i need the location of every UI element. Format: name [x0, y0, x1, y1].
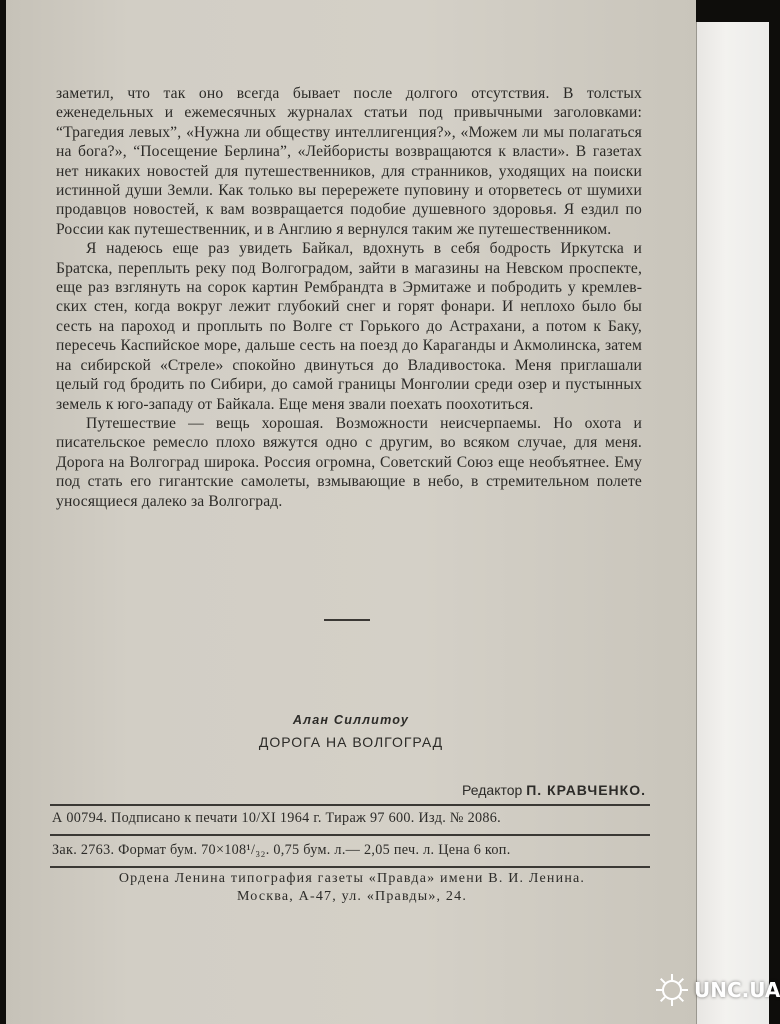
book-title: ДОРОГА НА ВОЛГОГРАД	[258, 734, 444, 750]
imprint-rule-middle	[50, 834, 650, 836]
watermark-text: UNC.UA	[694, 978, 780, 1002]
body-text	[56, 84, 642, 511]
book-page	[6, 0, 696, 1024]
watermark	[654, 968, 780, 1012]
paragraph-1: заметил, что так оно всегда бывает после долгого отсутствия. В толстых еженедельных и ежемесячных журналах статьи под привычными заголовками: “Трагедия левых”, «Нужна ли обществу интеллигенция?», «Можем ли мы полагаться на бога?», “Посещение Берлина”, «Лейбористы возвращаются к власти». В газетах нет никаких новостей для путешественников, для странников, уходящих на поиски истинной души Земли. Как только вы перережете пуповину и оторветесь от шумихи продавцов новостей, к вам возвращается подобие душевного здоровья. Я ездил по России как путешественник, и в Англию я вернулся таким же путешественником.	[56, 85, 642, 238]
watermark-logo-icon	[654, 972, 690, 1008]
imprint-line-3: Ордена Ленина типография газеты «Правда» имени В. И. Ленина.	[118, 871, 586, 886]
imprint-line-2: Зак. 2763. Формат бум. 70×108¹/₃₂. 0,75 бум. л.— 2,05 печ. л. Цена 6 коп.	[52, 842, 511, 858]
imprint-rule-bottom	[50, 866, 650, 868]
facing-page-edge	[696, 22, 769, 1024]
author-name: Алан Силлитоу	[292, 713, 410, 727]
editor-credit	[462, 782, 646, 798]
imprint-line-4: Москва, А-47, ул. «Правды», 24.	[236, 889, 468, 904]
editor-name: П. КРАВЧЕНКО.	[526, 782, 646, 798]
paragraph-3: Путешествие — вещь хорошая. Возможности неисчерпаемы. Но охота и писательское ремесло плохо вяжутся одно с другим, во всяком случае, для меня. Дорога на Волгоград широка. Россия огромна, Советский Союз еще необъятнее. Ему под стать его гигантские самолеты, взмывающие в небо, в стремительном полете уносящиеся далеко за Волгоград.	[56, 414, 642, 510]
paragraph-2: Я надеюсь еще раз увидеть Байкал, вдохнуть в себя бодрость Иркутска и Братска, переплыть реку под Волгоградом, зайти в магазины на Невском проспекте, еще раз взглянуть на сорок картин Рембрандта в Эрмитаже и побродить у кремлевских стен, когда вокруг лежит глубокий снег и горят фонари. И неплохо было бы сесть на пароход и проплыть по Волге ст Горького до Астрахани, а потом к Баку, пересечь Каспийское море, дальше сесть на поезд до Караганды и Акмолинска, затем на сибирской «Стреле» спокойно двинуться до Владивостока. Меня приглашали целый год бродить по Сибири, до самой границы Монголии среди озер и пустынных земель к юго-западу от Байкала. Еще меня звали поехать поохотиться.	[56, 240, 642, 413]
imprint-line-1: А 00794. Подписано к печати 10/XI 1964 г. Тираж 97 600. Изд. № 2086.	[52, 810, 502, 826]
section-divider	[324, 619, 370, 621]
editor-label: Редактор	[462, 782, 523, 798]
imprint-rule-top	[50, 804, 650, 806]
